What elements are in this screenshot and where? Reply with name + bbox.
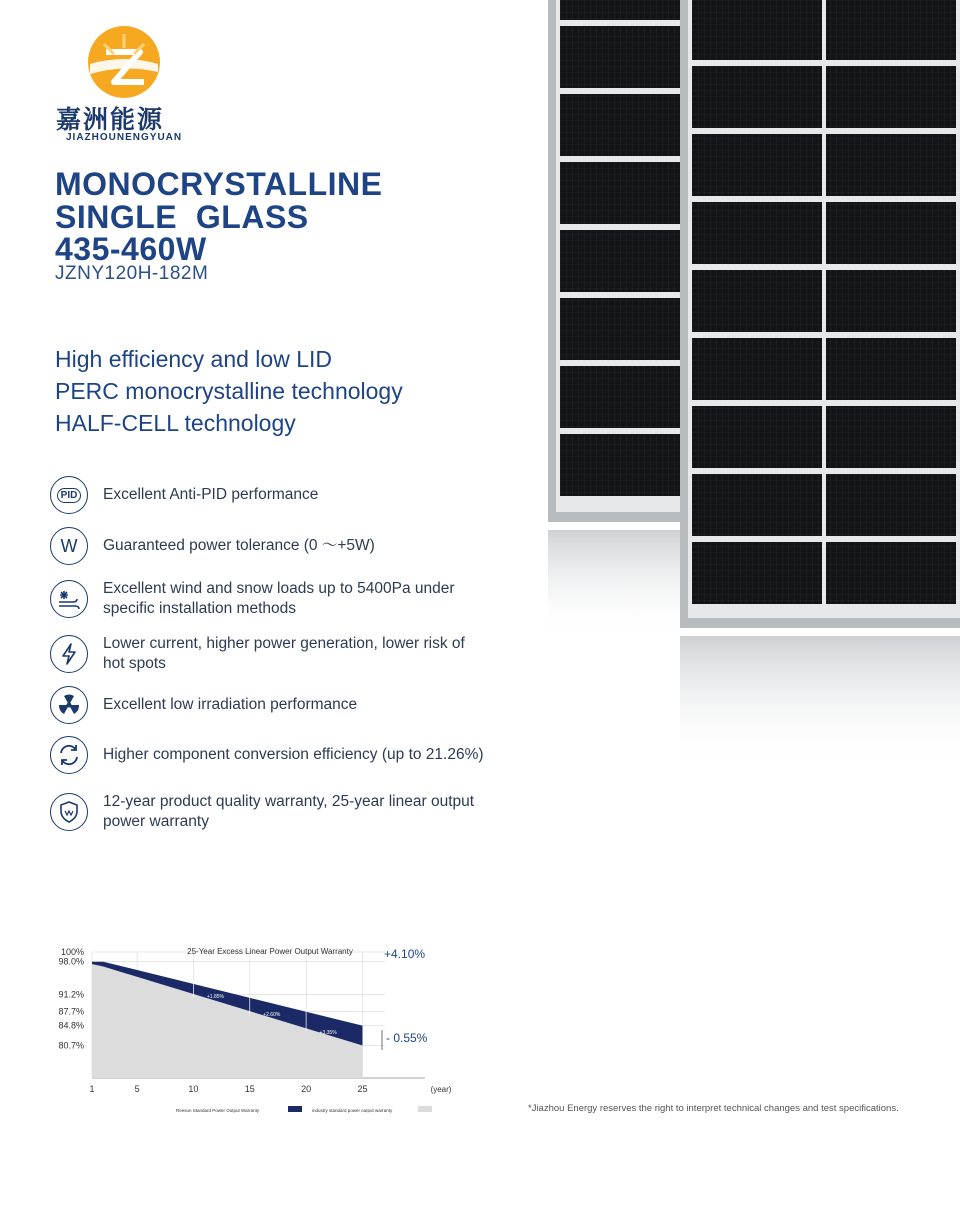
panel-cell <box>560 434 682 496</box>
watt-icon: W <box>50 527 88 565</box>
legend-swatch <box>288 1106 302 1112</box>
y-tick-label: 91.2% <box>58 989 84 1000</box>
x-tick-label: 10 <box>188 1084 199 1094</box>
y-tick-label: 100% <box>60 947 84 957</box>
panel-cell <box>826 0 956 60</box>
panel-cell <box>826 542 956 604</box>
panel-cell <box>560 366 682 428</box>
panel-cell <box>692 406 822 468</box>
panel-cell <box>826 202 956 264</box>
pid-icon: PID <box>50 476 88 514</box>
x-axis-label: (year) <box>430 1085 452 1094</box>
panel-cell <box>692 66 822 128</box>
highlight-2: PERC monocrystalline technology <box>55 378 403 404</box>
feature-low-irradiation <box>50 686 510 730</box>
panel-cell <box>826 66 956 128</box>
panel-cell <box>692 202 822 264</box>
panel-cell <box>560 26 682 88</box>
brand-name-cn: 嘉洲能源 <box>56 105 165 134</box>
panel-cell <box>826 270 956 332</box>
lightning-icon <box>50 635 88 673</box>
panel-cell <box>560 298 682 360</box>
panel-cell <box>826 134 956 196</box>
y-tick-label: 98.0% <box>58 956 84 967</box>
x-tick-label: 15 <box>244 1084 255 1094</box>
feature-text-line1: Excellent wind and snow loads up to 5400Pa under <box>103 580 455 597</box>
legend-swatch <box>418 1106 432 1112</box>
highlight-1: High efficiency and low LID <box>55 346 332 372</box>
brand-logo <box>84 24 164 100</box>
panel-cell <box>692 134 822 196</box>
wind-snow-icon <box>50 580 88 618</box>
feature-text: Excellent low irradiation performance <box>103 696 358 713</box>
feature-text-line1: 12-year product quality warranty, 25-year linear output <box>103 793 475 810</box>
product-title-line1: MONOCRYSTALLINE <box>55 166 383 202</box>
feature-wind-snow <box>50 580 510 624</box>
feature-text-line2: power warranty <box>103 813 209 830</box>
panel-cell <box>692 0 822 60</box>
panel-cell <box>826 406 956 468</box>
warranty-chart <box>50 940 490 1120</box>
brand-name-en: JIAZHOUNENGYUAN <box>66 132 183 143</box>
feature-text-line2: hot spots <box>103 655 166 672</box>
feature-text: Excellent Anti-PID performance <box>103 486 319 503</box>
y-tick-label: 80.7% <box>58 1040 84 1051</box>
annotation-label: +2.60% <box>263 1012 281 1019</box>
panel-cell <box>692 474 822 536</box>
conversion-icon <box>50 736 88 774</box>
panel-cell <box>692 270 822 332</box>
panel-cell <box>560 94 682 156</box>
highlight-3: HALF-CELL technology <box>55 410 296 436</box>
x-tick-label: 25 <box>357 1084 368 1094</box>
footnote: *Jiazhou Energy reserves the right to interpret technical changes and test specifications. <box>528 1103 899 1114</box>
irradiation-icon <box>50 686 88 724</box>
annotation-label: +1.85% <box>206 994 224 1001</box>
deficit-label: - 0.55% <box>386 1031 428 1045</box>
feature-anti-pid <box>50 476 510 520</box>
feature-text-line2: specific installation methods <box>103 600 296 617</box>
product-model: JZNY120H-182M <box>55 263 209 284</box>
panel-cell <box>560 0 682 20</box>
x-tick-label: 1 <box>89 1084 95 1094</box>
chart-title: 25-Year Excess Linear Power Output Warranty <box>187 947 353 956</box>
legend-label: industry standard power output warranty <box>312 1108 393 1113</box>
product-title-line3: 435-460W <box>55 231 207 267</box>
y-tick-label: 84.8% <box>58 1020 84 1031</box>
feature-text: Higher component conversion efficiency (up to 21.26%) <box>103 746 484 763</box>
panel-cell <box>560 230 682 292</box>
panel-cell <box>826 474 956 536</box>
panel-cell <box>692 338 822 400</box>
feature-text-line1: Lower current, higher power generation, lower risk of <box>103 635 465 652</box>
feature-warranty <box>50 793 510 837</box>
feature-lower-current <box>50 635 510 679</box>
panel-cell <box>692 542 822 604</box>
feature-power-tolerance <box>50 527 510 571</box>
annotation-label: +3.35% <box>319 1030 337 1037</box>
feature-conversion-efficiency <box>50 736 510 780</box>
x-tick-label: 20 <box>301 1084 312 1094</box>
excess-label: +4.10% <box>384 947 426 961</box>
panel-cell <box>560 162 682 224</box>
product-title-line2: SINGLE GLASS <box>55 199 309 235</box>
legend-label: Reesun Standard Power Output Warranty <box>176 1108 260 1113</box>
y-tick-label: 87.7% <box>58 1006 84 1017</box>
solar-panels-image <box>548 0 960 780</box>
x-tick-label: 5 <box>134 1084 140 1094</box>
panel-cell <box>826 338 956 400</box>
warranty-shield-icon <box>50 793 88 831</box>
feature-text: Guaranteed power tolerance (0 〜+5W) <box>103 537 375 554</box>
